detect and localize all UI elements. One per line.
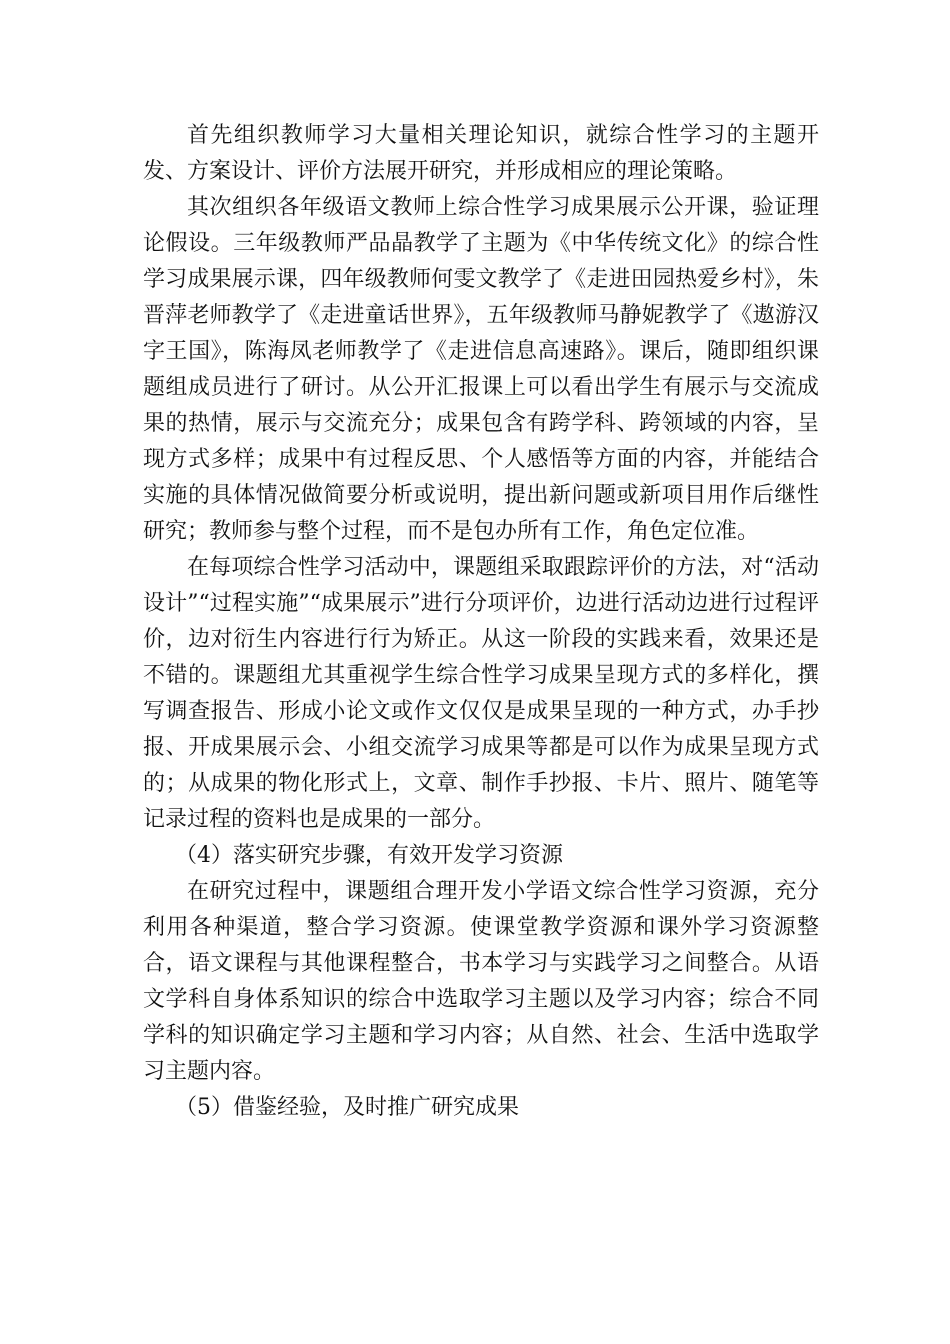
section-heading-4: （4）落实研究步骤，有效开发学习资源 [175, 843, 563, 868]
paragraph-resource-development: 在研究过程中，课题组合理开发小学语文综合性学习资源，充分利用各种渠道，整合学习资源。使课堂教学资源和课外学习资源整合，语文课程与其他课程整合，书本学习与实践学习之间整合。从语文学科自身体系知识的综合中选取学习主题以及学习内容；综合不同学科的知识确定学习主题和学习内容；从自然、社会、生活中选取学习主题内容。 [143, 879, 819, 1084]
document-body [143, 118, 819, 1126]
paragraph-theory-study: 首先组织教师学习大量相关理论知识，就综合性学习的主题开发、方案设计、评价方法展开研究，并形成相应的理论策略。 [143, 123, 819, 184]
paragraph-open-class: 其次组织各年级语文教师上综合性学习成果展示公开课，验证理论假设。三年级教师严品晶教学了主题为《中华传统文化》的综合性学习成果展示课，四年级教师何雯文教学了《走进田园热爱乡村》，朱晋萍老师教学了《走进童话世界》，五年级教师马静妮教学了《遨游汉字王国》，陈海凤老师教学了《走进信息高速路》。课后，随即组织课题组成员进行了研讨。从公开汇报课上可以看出学生有展示与交流成果的热情，展示与交流充分；成果包含有跨学科、跨领域的内容，呈现方式多样；成果中有过程反思、个人感悟等方面的内容，并能结合实施的具体情况做简要分析或说明，提出新问题或新项目用作后继性研究；教师参与整个过程，而不是包办所有工作，角色定位准。 [143, 195, 819, 544]
paragraph-tracking-evaluation: 在每项综合性学习活动中，课题组采取跟踪评价的方法，对“活动设计”“过程实施”“成果展示”进行分项评价，边进行活动边进行过程评价，边对衍生内容进行行为矫正。从这一阶段的实践来看，效果还是不错的。课题组尤其重视学生综合性学习成果呈现方式的多样化，撰写调查报告、形成小论文或作文仅仅是成果呈现的一种方式，办手抄报、开成果展示会、小组交流学习成果等都是可以作为成果呈现方式的；从成果的物化形式上，文章、制作手抄报、卡片、照片、随笔等记录过程的资料也是成果的一部分。 [143, 555, 819, 832]
section-heading-5: （5）借鉴经验，及时推广研究成果 [175, 1095, 519, 1120]
